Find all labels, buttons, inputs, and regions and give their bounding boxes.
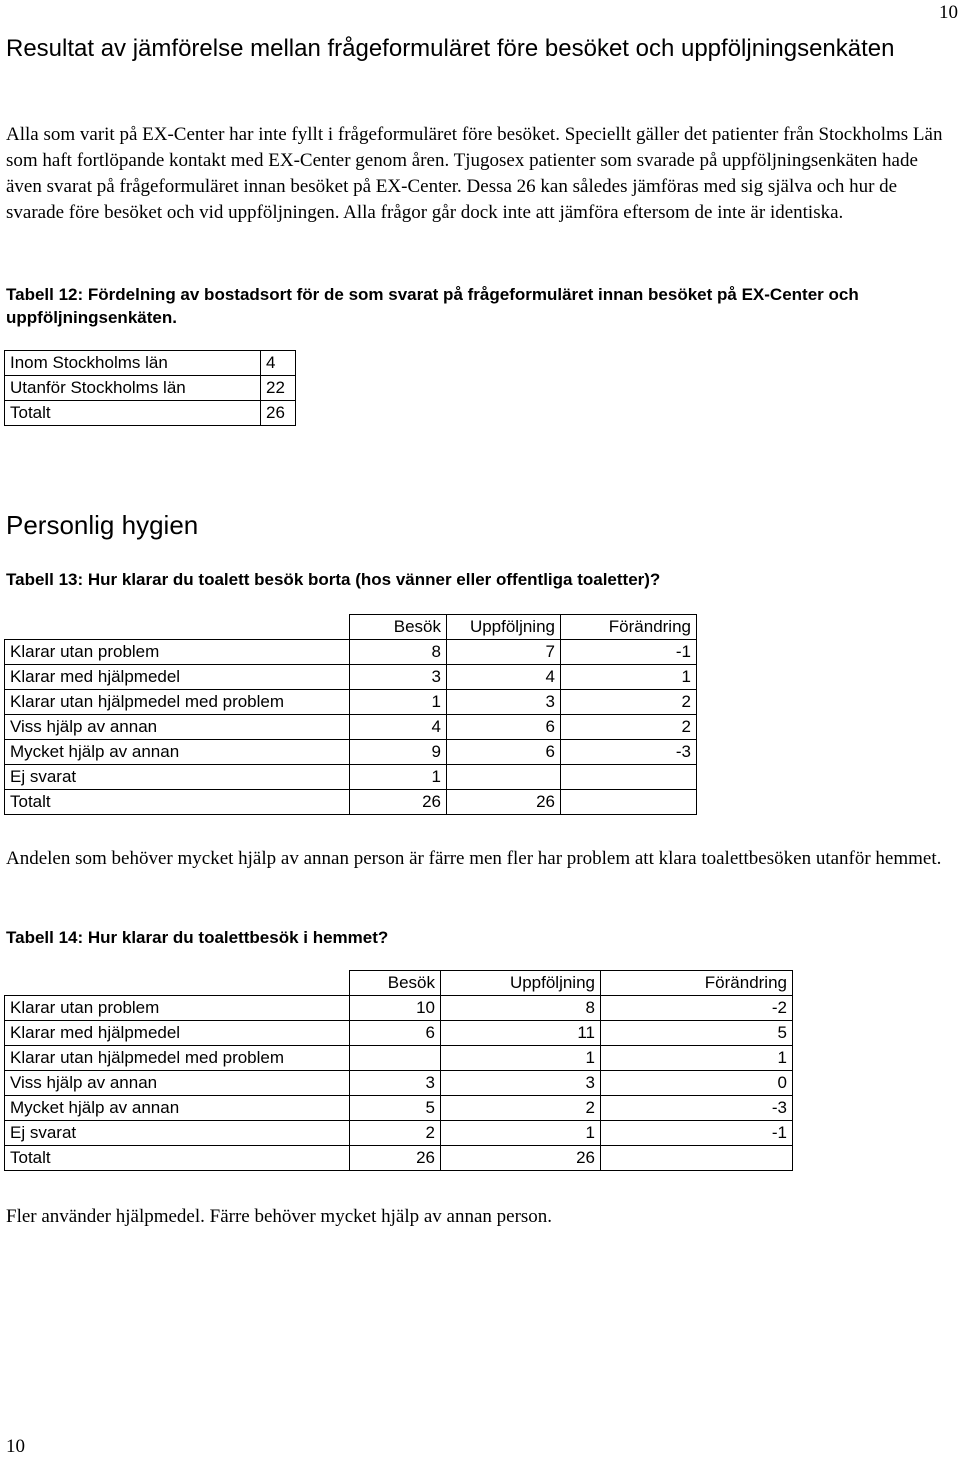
table-cell-forandring: -1 bbox=[561, 640, 697, 665]
table13 bbox=[4, 614, 697, 815]
table-cell-uppfoljning: 6 bbox=[447, 740, 561, 765]
table-cell-label: Klarar med hjälpmedel bbox=[5, 1021, 350, 1046]
table-row bbox=[5, 740, 697, 765]
table-cell-forandring: -1 bbox=[601, 1121, 793, 1146]
table-cell-label: Klarar utan problem bbox=[5, 996, 350, 1021]
table-header-row bbox=[5, 615, 697, 640]
table-cell-uppfoljning: 7 bbox=[447, 640, 561, 665]
table-header-forandring: Förändring bbox=[561, 615, 697, 640]
table-cell-forandring: 1 bbox=[601, 1046, 793, 1071]
table-row bbox=[5, 1096, 793, 1121]
table-header-uppfoljning: Uppföljning bbox=[441, 971, 601, 996]
table-cell-forandring: -3 bbox=[561, 740, 697, 765]
table-cell-besok: 26 bbox=[350, 790, 447, 815]
table-cell-label: Viss hjälp av annan bbox=[5, 1071, 350, 1096]
table-row bbox=[5, 1071, 793, 1096]
table-cell-besok: 3 bbox=[350, 665, 447, 690]
table-cell-value: 22 bbox=[261, 376, 296, 401]
table-cell-uppfoljning: 3 bbox=[447, 690, 561, 715]
table-cell-label: Klarar utan problem bbox=[5, 640, 350, 665]
table-cell-besok: 5 bbox=[350, 1096, 441, 1121]
table-cell-besok: 2 bbox=[350, 1121, 441, 1146]
table12 bbox=[4, 350, 296, 426]
table-cell-label: Ej svarat bbox=[5, 765, 350, 790]
table-header-row bbox=[5, 971, 793, 996]
table-cell-besok bbox=[350, 1046, 441, 1071]
table-cell-uppfoljning bbox=[447, 765, 561, 790]
table-cell-forandring bbox=[601, 1146, 793, 1171]
table-cell-label: Ej svarat bbox=[5, 1121, 350, 1146]
table-row bbox=[5, 1146, 793, 1171]
intro-paragraph: Alla som varit på EX-Center har inte fyllt i frågeformuläret före besöket. Speciellt gäller det patienter från Stockholms Län som haft fortlöpande kontakt med EX-Center genom åren. Tjugosex patienter som svarade på uppföljningsenkäten hade även svarat på frågeformuläret innan besöket på EX-Center. Dessa 26 kan således jämföras med sig själva och hur de svarade före besöket och vid uppföljningen. Alla frågor går dock inte att jämföra eftersom de inte är identiska. bbox=[6, 124, 943, 223]
table-row bbox=[5, 690, 697, 715]
page-number-top: 10 bbox=[939, 2, 958, 23]
table-cell-uppfoljning: 2 bbox=[441, 1096, 601, 1121]
table-row bbox=[5, 790, 697, 815]
table-cell-forandring: 2 bbox=[561, 715, 697, 740]
table-cell-besok: 26 bbox=[350, 1146, 441, 1171]
paragraph-after-table13: Andelen som behöver mycket hjälp av annan person är färre men fler har problem att klara toalettbesöken utanför hemmet. bbox=[6, 848, 942, 869]
table-cell-uppfoljning: 1 bbox=[441, 1046, 601, 1071]
table-cell-besok: 1 bbox=[350, 765, 447, 790]
table-row bbox=[5, 351, 296, 376]
table-cell-uppfoljning: 6 bbox=[447, 715, 561, 740]
table-cell-value: 4 bbox=[261, 351, 296, 376]
table-cell-besok: 9 bbox=[350, 740, 447, 765]
table-cell-besok: 10 bbox=[350, 996, 441, 1021]
table-header-besok: Besök bbox=[350, 971, 441, 996]
table-row bbox=[5, 996, 793, 1021]
table-cell-label: Mycket hjälp av annan bbox=[5, 740, 350, 765]
table13-caption: Tabell 13: Hur klarar du toalett besök borta (hos vänner eller offentliga toaletter)? bbox=[6, 570, 661, 589]
paragraph-after-table14: Fler använder hjälpmedel. Färre behöver mycket hjälp av annan person. bbox=[6, 1206, 553, 1227]
table-cell-label: Viss hjälp av annan bbox=[5, 715, 350, 740]
table-cell-besok: 4 bbox=[350, 715, 447, 740]
table-cell-label: Inom Stockholms län bbox=[5, 351, 261, 376]
table-row bbox=[5, 401, 296, 426]
table-cell-label: Totalt bbox=[5, 401, 261, 426]
table-cell-uppfoljning: 11 bbox=[441, 1021, 601, 1046]
table14 bbox=[4, 970, 793, 1171]
table-cell-uppfoljning: 4 bbox=[447, 665, 561, 690]
table-header-besok: Besök bbox=[350, 615, 447, 640]
table-cell-uppfoljning: 3 bbox=[441, 1071, 601, 1096]
table-cell-label: Totalt bbox=[5, 1146, 350, 1171]
table-cell-besok: 6 bbox=[350, 1021, 441, 1046]
table-cell-uppfoljning: 8 bbox=[441, 996, 601, 1021]
table-cell-label: Mycket hjälp av annan bbox=[5, 1096, 350, 1121]
table-cell-uppfoljning: 26 bbox=[441, 1146, 601, 1171]
table-row bbox=[5, 765, 697, 790]
table-cell-forandring: 0 bbox=[601, 1071, 793, 1096]
table-cell-uppfoljning: 26 bbox=[447, 790, 561, 815]
table-cell-forandring bbox=[561, 790, 697, 815]
table-cell-label: Klarar med hjälpmedel bbox=[5, 665, 350, 690]
table-cell-label: Utanför Stockholms län bbox=[5, 376, 261, 401]
table-cell-forandring: -3 bbox=[601, 1096, 793, 1121]
table-header-empty bbox=[5, 615, 350, 640]
table-cell-forandring: 1 bbox=[561, 665, 697, 690]
table-header-uppfoljning: Uppföljning bbox=[447, 615, 561, 640]
table-cell-besok: 8 bbox=[350, 640, 447, 665]
table-cell-label: Klarar utan hjälpmedel med problem bbox=[5, 1046, 350, 1071]
page-title: Resultat av jämförelse mellan frågeformuläret före besöket och uppföljningsenkäten bbox=[6, 35, 895, 62]
table-header-empty bbox=[5, 971, 350, 996]
table-cell-besok: 3 bbox=[350, 1071, 441, 1096]
page-number-bottom: 10 bbox=[6, 1436, 25, 1457]
table-row bbox=[5, 1046, 793, 1071]
table-cell-value: 26 bbox=[261, 401, 296, 426]
table-cell-uppfoljning: 1 bbox=[441, 1121, 601, 1146]
table-row bbox=[5, 376, 296, 401]
table-header-forandring: Förändring bbox=[601, 971, 793, 996]
table-row bbox=[5, 1021, 793, 1046]
table-cell-label: Klarar utan hjälpmedel med problem bbox=[5, 690, 350, 715]
table-cell-forandring: -2 bbox=[601, 996, 793, 1021]
section-heading: Personlig hygien bbox=[6, 510, 199, 540]
table-cell-forandring bbox=[561, 765, 697, 790]
table-cell-label: Totalt bbox=[5, 790, 350, 815]
table-row bbox=[5, 640, 697, 665]
table-cell-besok: 1 bbox=[350, 690, 447, 715]
table14-caption: Tabell 14: Hur klarar du toalettbesök i hemmet? bbox=[6, 928, 389, 947]
table-row bbox=[5, 1121, 793, 1146]
table-row bbox=[5, 665, 697, 690]
table12-caption: Tabell 12: Fördelning av bostadsort för de som svarat på frågeformuläret innan besöket på EX-Center och uppföljningsenkäten. bbox=[6, 285, 859, 327]
table-row bbox=[5, 715, 697, 740]
table-cell-forandring: 2 bbox=[561, 690, 697, 715]
table-cell-forandring: 5 bbox=[601, 1021, 793, 1046]
